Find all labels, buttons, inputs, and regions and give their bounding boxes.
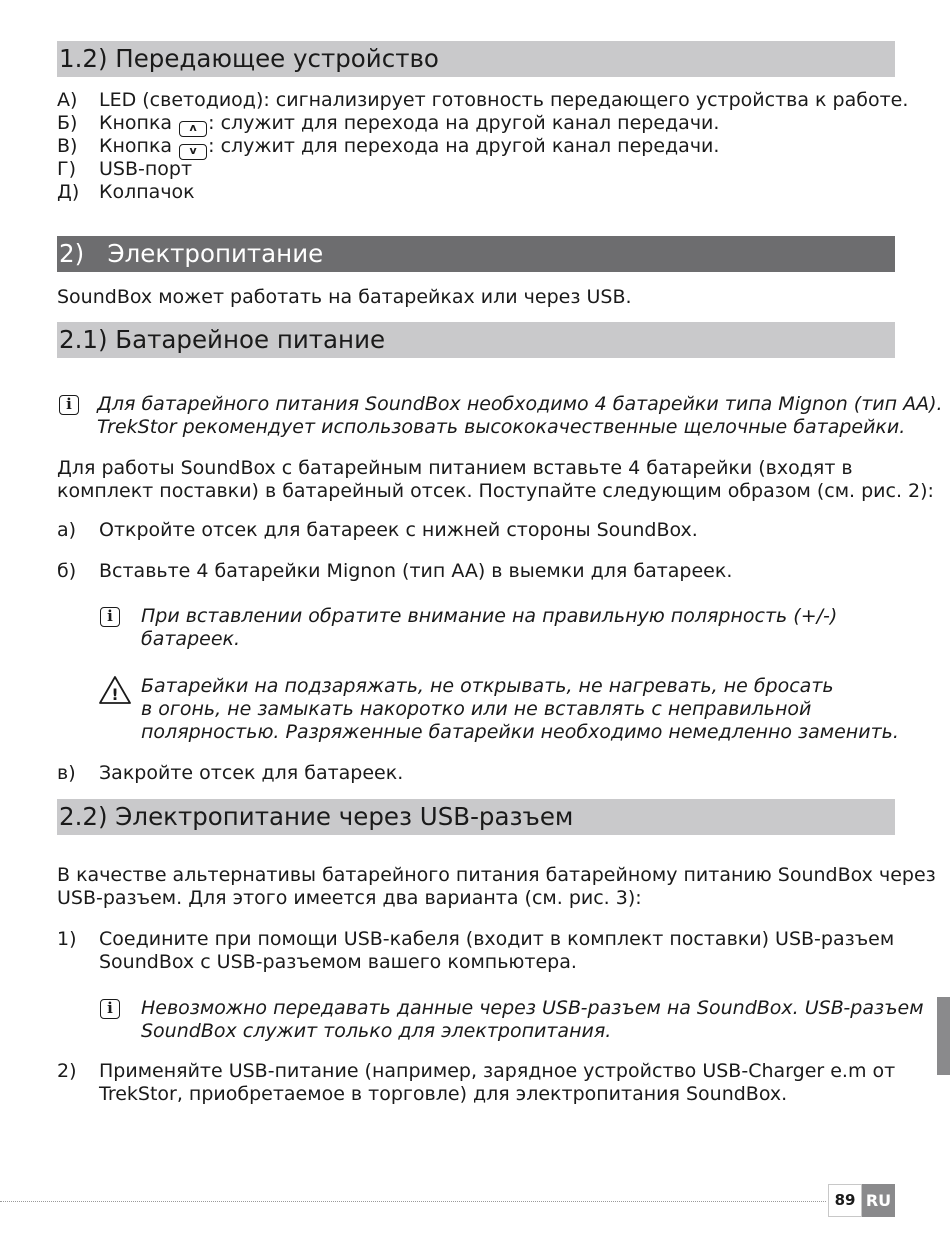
list-label: Г) <box>57 158 76 180</box>
list-item-text <box>99 112 719 137</box>
list-item-text: USB-порт <box>99 158 193 180</box>
warning-icon <box>98 675 132 705</box>
list-item-text: Колпачок <box>99 181 195 203</box>
page-number: 89 <box>828 1184 862 1217</box>
list-item-post: : служит для перехода на другой канал передачи. <box>208 135 720 157</box>
warning-line-2: в огонь, не замыкать накоротко или не вставлять с неправильной <box>141 698 812 720</box>
section-heading-battery: 2.1) Батарейное питание <box>57 322 895 358</box>
info-icon: i <box>100 999 120 1019</box>
list-label: Д) <box>57 181 80 203</box>
list-item-text <box>99 135 719 160</box>
step-a-text: Откройте отсек для батареек с нижней стороны SoundBox. <box>99 519 698 541</box>
list-label: Б) <box>57 112 78 134</box>
usb-step-2-line-2: TrekStor, приобретаемое в торговле) для электропитания SoundBox. <box>99 1083 788 1105</box>
usb-step-1-line-1: Соедините при помощи USB-кабеля (входит в комплект поставки) USB-разъем <box>99 928 895 950</box>
step-label: б) <box>57 560 77 582</box>
battery-note-line-1: Для батарейного питания SoundBox необходимо 4 батарейки типа Mignon (тип AA). <box>97 393 943 415</box>
battery-note-line-2: TrekStor рекомендует использовать высококачественные щелочные батарейки. <box>97 416 906 438</box>
info-icon: i <box>100 607 120 627</box>
polarity-note-line-2: батареек. <box>141 628 241 650</box>
step-label: 1) <box>57 928 77 950</box>
step-c-text: Закройте отсек для батареек. <box>99 762 404 784</box>
chapter-side-tab <box>937 997 950 1075</box>
list-label: В) <box>57 135 78 157</box>
section-heading-usb: 2.2) Электропитание через USB-разъем <box>57 799 895 835</box>
step-label: а) <box>57 519 77 541</box>
list-label: A) <box>57 89 78 111</box>
warning-line-1: Батарейки на подзаряжать, не открывать, не нагревать, не бросать <box>141 675 834 697</box>
usb-paragraph-line-2: USB-разъем. Для этого имеется два варианта (см. рис. 3): <box>57 887 642 909</box>
section-heading-power: 2) Электропитание <box>57 236 895 272</box>
list-item-pre: Кнопка <box>99 112 173 134</box>
info-icon: i <box>59 395 79 415</box>
usb-paragraph-line-1: В качестве альтернативы батарейного питания батарейному питанию SoundBox через <box>57 864 936 886</box>
up-key-icon: ʌ <box>179 121 207 137</box>
down-key-icon: v <box>179 144 207 160</box>
list-item-text: LED (светодиод): сигнализирует готовность передающего устройства к работе. <box>99 89 909 111</box>
list-item-post: : служит для перехода на другой канал передачи. <box>208 112 720 134</box>
language-badge: RU <box>862 1184 895 1217</box>
polarity-note-line-1: При вставлении обратите внимание на правильную полярность (+/-) <box>141 605 838 627</box>
step-b-text: Вставьте 4 батарейки Mignon (тип AA) в выемки для батареек. <box>99 560 733 582</box>
power-intro: SoundBox может работать на батарейках или через USB. <box>57 286 632 308</box>
warning-glyph: ! <box>111 685 119 704</box>
battery-paragraph-line-1: Для работы SoundBox с батарейным питанием вставьте 4 батарейки (входят в <box>57 457 853 479</box>
warning-line-3: полярностью. Разряженные батарейки необходимо немедленно заменить. <box>141 721 899 743</box>
step-label: 2) <box>57 1060 77 1082</box>
step-label: в) <box>57 762 76 784</box>
section-heading-transmitter: 1.2) Передающее устройство <box>57 41 895 77</box>
usb-note-line-1: Невозможно передавать данные через USB-разъем на SoundBox. USB-разъем <box>141 997 924 1019</box>
footer-dotted-rule <box>0 1201 826 1202</box>
usb-step-1-line-2: SoundBox с USB-разъемом вашего компьютера. <box>99 951 577 973</box>
battery-paragraph-line-2: комплект поставки) в батарейный отсек. Поступайте следующим образом (см. рис. 2): <box>57 480 934 502</box>
list-item-pre: Кнопка <box>99 135 173 157</box>
usb-note-line-2: SoundBox служит только для электропитания. <box>141 1020 612 1042</box>
usb-step-2-line-1: Применяйте USB-питание (например, зарядное устройство USB-Charger e.m от <box>99 1060 896 1082</box>
